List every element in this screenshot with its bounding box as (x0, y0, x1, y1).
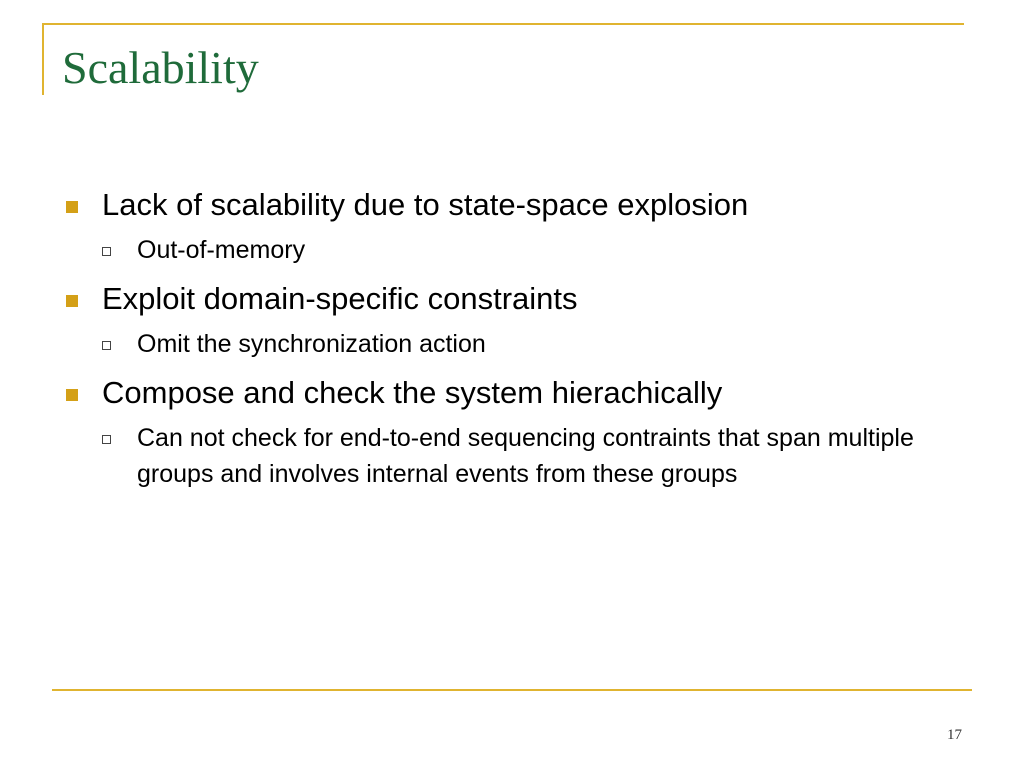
bullet-text: Lack of scalability due to state-space explosion (102, 187, 749, 222)
hollow-square-bullet-icon (102, 435, 111, 444)
bullet-item (62, 280, 952, 318)
sub-bullet-item (62, 326, 952, 362)
sub-bullet-text: Omit the synchronization action (137, 330, 486, 358)
page-number: 17 (947, 727, 962, 743)
frame-left-line (42, 23, 44, 95)
hollow-square-bullet-icon (102, 247, 111, 256)
square-bullet-icon (66, 389, 78, 401)
sub-bullet-text: Out-of-memory (137, 236, 306, 264)
frame-top-line (42, 23, 964, 25)
square-bullet-icon (66, 295, 78, 307)
bullet-text: Exploit domain-specific constraints (102, 281, 578, 316)
sub-bullet-text: Can not check for end-to-end sequencing contraints that span multiple groups and involves internal events from these groups (137, 424, 914, 488)
sub-bullet-item (62, 420, 952, 492)
bullet-item (62, 186, 952, 224)
sub-bullet-item (62, 232, 952, 268)
bullet-item (62, 374, 952, 412)
bullet-text: Compose and check the system hierachically (102, 375, 723, 410)
frame-bottom-line (52, 689, 972, 691)
hollow-square-bullet-icon (102, 341, 111, 350)
slide-title: Scalability (62, 42, 259, 93)
slide-content (62, 186, 952, 504)
square-bullet-icon (66, 201, 78, 213)
